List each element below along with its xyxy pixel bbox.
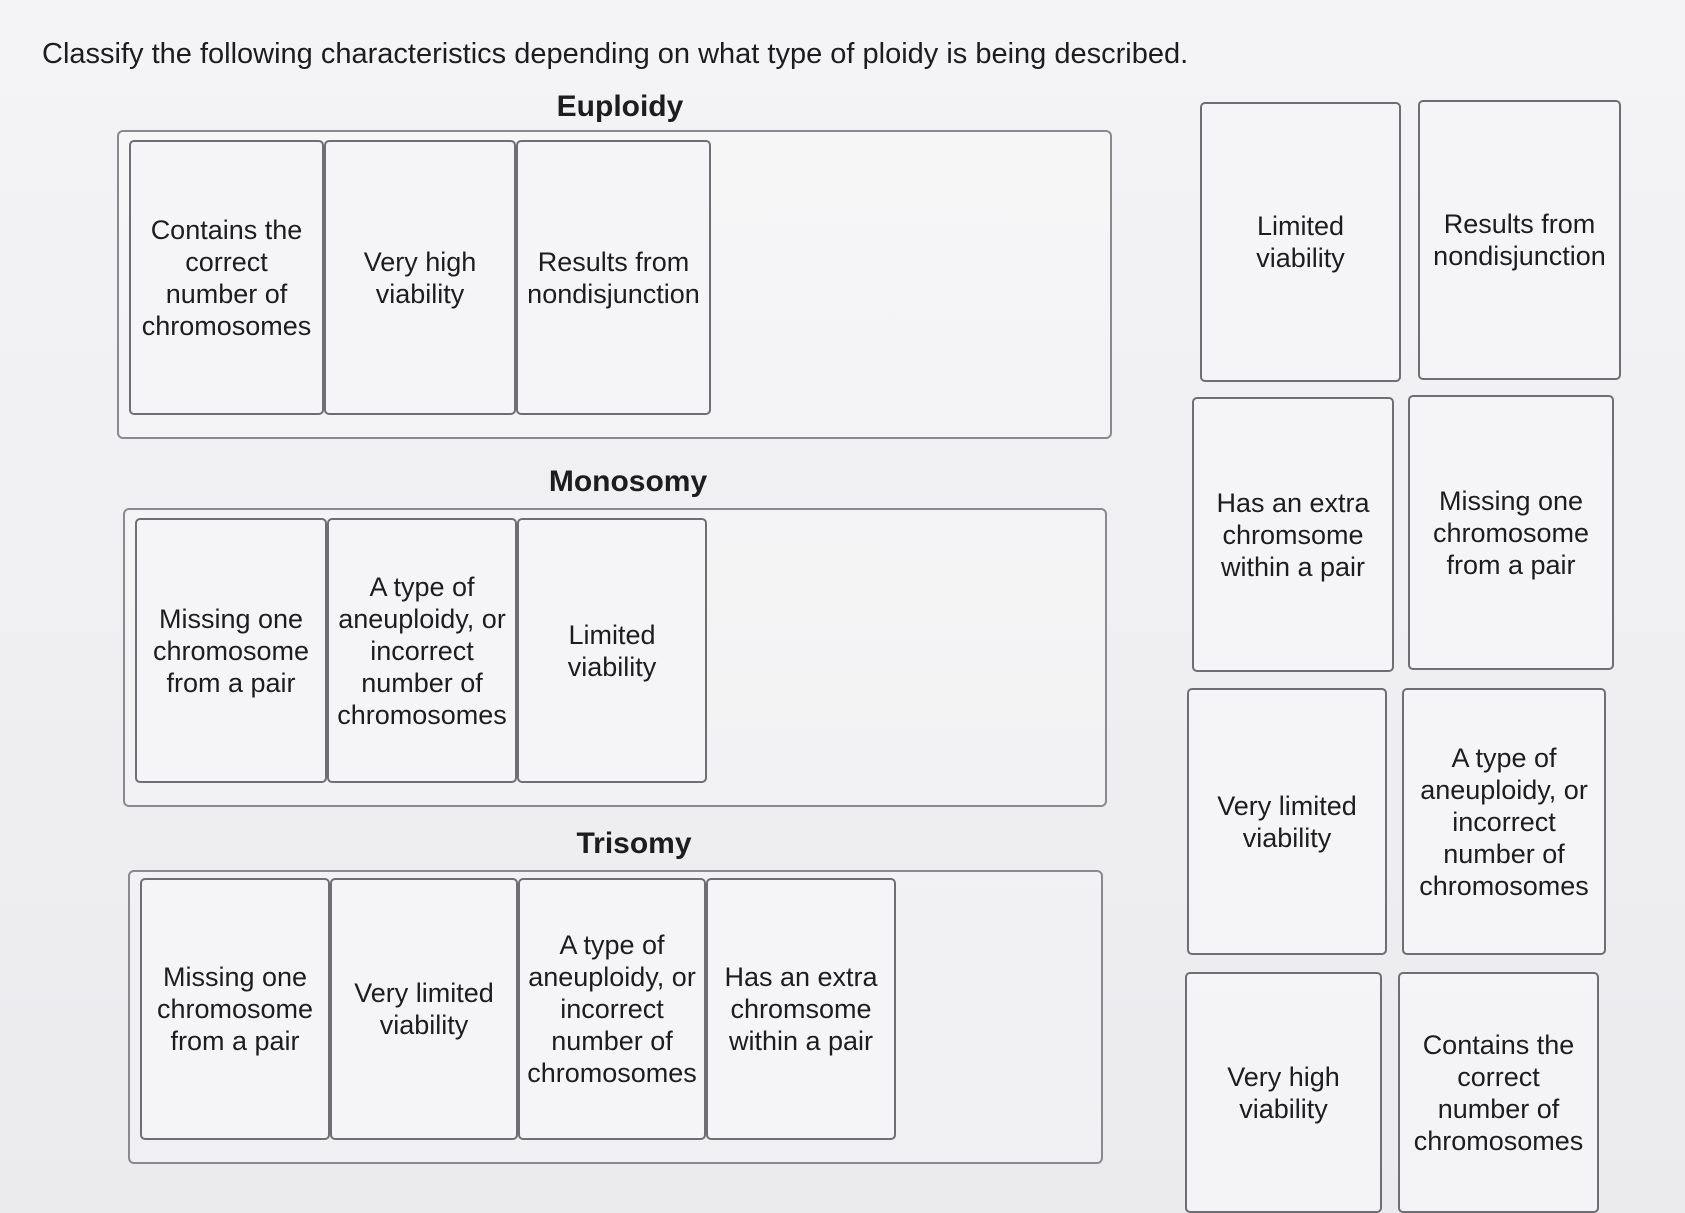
monosomy-drop-zone[interactable] [123, 508, 1107, 807]
trisomy-card-very-limited-viability[interactable] [330, 878, 518, 1140]
monosomy-card-aneuploidy[interactable] [327, 518, 517, 783]
card-label: Very high viability [1227, 1061, 1340, 1124]
bank-card-very-limited-viability[interactable] [1187, 688, 1387, 955]
trisomy-card-extra-chromosome[interactable] [706, 878, 896, 1140]
bank-card-limited-viability[interactable] [1200, 102, 1401, 382]
card-label: Results from nondisjunction [1433, 209, 1606, 271]
monosomy-card-missing-one[interactable] [135, 518, 327, 783]
card-label: A type of aneuploidy, or incorrect number of chromosomes [527, 930, 697, 1088]
card-label: Very limited viability [1217, 790, 1357, 853]
euploidy-zone-title: Euploidy [556, 90, 684, 123]
card-label: Very high viability [363, 246, 477, 309]
bank-card-missing-one[interactable] [1408, 395, 1614, 670]
bank-card-aneuploidy[interactable] [1402, 688, 1606, 955]
card-label: Very limited viability [354, 978, 494, 1040]
trisomy-card-missing-one[interactable] [140, 878, 330, 1140]
card-label: A type of aneuploidy, or incorrect number of chromosomes [337, 571, 507, 730]
card-label: Limited viability [567, 619, 657, 682]
euploidy-card-very-high-viability[interactable] [324, 140, 516, 415]
card-label: Missing one chromosome from a pair [152, 603, 310, 698]
euploidy-card-correct-number[interactable] [129, 140, 324, 415]
trisomy-zone-title: Trisomy [576, 827, 692, 860]
monosomy-zone-title: Monosomy [548, 465, 708, 498]
monosomy-card-limited-viability[interactable] [517, 518, 707, 783]
card-label: Results from nondisjunction [527, 246, 700, 309]
card-label: Missing one chromosome from a pair [1432, 485, 1590, 580]
card-label: Missing one chromosome from a pair [156, 962, 314, 1056]
bank-card-correct-number[interactable] [1398, 972, 1599, 1213]
card-label: Limited viability [1256, 211, 1345, 273]
card-label: Contains the correct number of chromosomes [141, 214, 312, 341]
bank-card-very-high-viability[interactable] [1185, 972, 1382, 1213]
card-label: Has an extra chromsome within a pair [1216, 487, 1370, 582]
card-label: Has an extra chromsome within a pair [724, 962, 878, 1056]
euploidy-drop-zone[interactable] [117, 130, 1112, 439]
trisomy-card-aneuploidy[interactable] [518, 878, 706, 1140]
card-label: Contains the correct number of chromosomes [1413, 1029, 1584, 1156]
euploidy-card-nondisjunction[interactable] [516, 140, 711, 415]
trisomy-drop-zone[interactable] [128, 870, 1103, 1164]
question-prompt: Classify the following characteristics depending on what type of ploidy is being described. [42, 38, 1189, 70]
card-label: A type of aneuploidy, or incorrect number of chromosomes [1419, 742, 1589, 901]
bank-card-extra-chromosome[interactable] [1192, 397, 1394, 672]
bank-card-nondisjunction[interactable] [1418, 100, 1621, 380]
